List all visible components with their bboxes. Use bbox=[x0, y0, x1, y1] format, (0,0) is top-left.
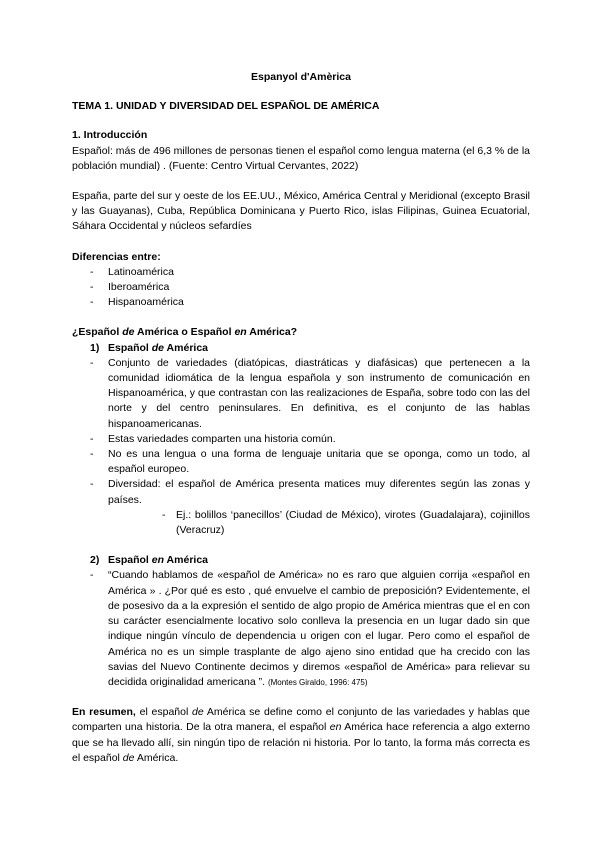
tema-heading: TEMA 1. UNIDAD Y DIVERSIDAD DEL ESPAÑOL DE AMÉRICA bbox=[72, 100, 380, 113]
document-title: Espanyol d'Amèrica bbox=[251, 71, 351, 83]
list-item: - Diversidad: el español de América presenta matices muy diferentes según las zonas y países. - Ej.: bolillos ‘panecillos’ (Ciudad de México), virotes (Guadalajara), cojinillos (Veracruz) bbox=[72, 477, 530, 538]
list-item: - Latinoamérica bbox=[72, 265, 530, 280]
section-1-list bbox=[72, 356, 530, 538]
list-item: - Iberoamérica bbox=[72, 280, 530, 295]
sub-list-item: - Ej.: bolillos ‘panecillos’ (Ciudad de México), virotes (Guadalajara), cojinillos (Veracruz) bbox=[144, 508, 530, 538]
sub-list bbox=[108, 508, 530, 538]
section-2-list bbox=[72, 568, 530, 690]
quote-item bbox=[72, 568, 530, 690]
list-item: - Estas variedades comparten una historia común. bbox=[72, 432, 530, 447]
list-item: - Hispanoamérica bbox=[72, 295, 530, 310]
intro-paragraph-2: España, parte del sur y oeste de los EE.UU., México, América Central y Meridional (excepto Brasil y las Guayanas), Cuba, República Dominicana y Puerto Rico, islas Filipinas, Guinea Ecuatorial, Sáhara Occidental y núcleos sefardíes bbox=[72, 190, 530, 233]
list-item: - Conjunto de variedades (diatópicas, diastráticas y diafásicas) que pertenecen a la comunidad idiomática de la lengua española y son instrumento de comunicación en Hispanoamérica, y que contrastan con las realizaciones de España, sobre todo con las del norte y del centro peninsulares. En definitiva, es el conjunto de las hablas hispanoamericanas. bbox=[72, 356, 530, 432]
diferencias-heading: Diferencias entre: bbox=[72, 250, 161, 263]
section-2-heading: 2) Español en América bbox=[90, 554, 208, 567]
summary-paragraph: En resumen, el español de América se define como el conjunto de las variedades y hablas que comparten una historia. De la otra manera, el español en América hace referencia a algo externo que se ha llevado allí, sin ningún tipo de relación ni historia. Por lo tanto, la forma más correcta es el español de América. bbox=[72, 706, 530, 764]
quote-text: “Cuando hablamos de «español de América» no es raro que alguien corrija «español en América » . ¿Por qué es esto , qué envuelve el cambio de preposición? Evidentemente, el de posesivo da a la expresión el sentido de algo propio de América mientras que el en con su carácter esencialmente locativo solo conlleva la presencia en un lugar dado sin que indique ningún vínculo de dependencia u origen con el lugar. Pero como el español de América no es un simple trasplante de algo ajeno sino entidad que ha crecido con las savias del Nuevo Continente decimos y diremos «español de América» para relievar su decidida originalidad americana ”. bbox=[108, 569, 530, 688]
intro-heading: 1. Introducción bbox=[72, 129, 148, 142]
question-heading: ¿Español de América o Español en América? bbox=[72, 326, 298, 339]
section-1-heading: 1) Español de América bbox=[90, 341, 208, 354]
list-item: - No es una lengua o una forma de lenguaje unitaria que se oponga, como un todo, al español europeo. bbox=[72, 447, 530, 477]
intro-paragraph-1: Español: más de 496 millones de personas tienen el español como lengua materna (el 6,3 % de la población mundial) . (Fuente: Centro Virtual Cervantes, 2022) bbox=[72, 144, 530, 172]
document-page bbox=[72, 70, 530, 766]
diferencias-list bbox=[72, 265, 530, 311]
citation: (Montes Giraldo, 1996: 475) bbox=[267, 677, 368, 687]
